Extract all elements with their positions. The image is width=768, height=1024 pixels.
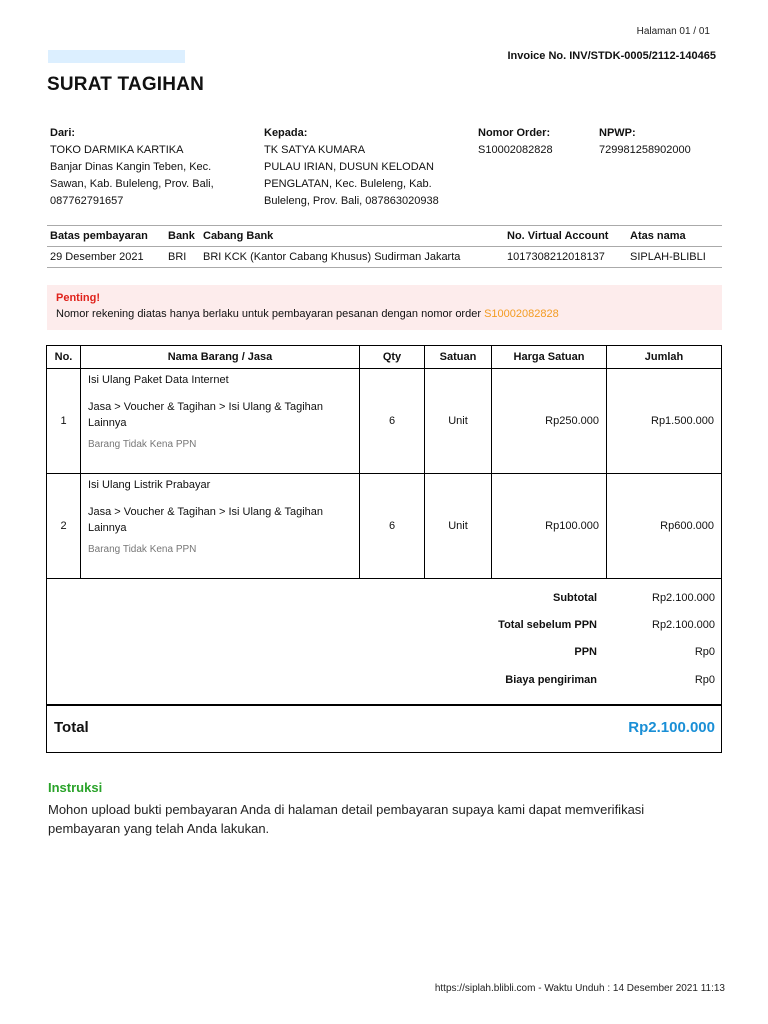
recipient-address: PULAU IRIAN, DUSUN KELODAN PENGLATAN, Kec. Buleleng, Kab. Buleleng, Prov. Bali, 087863020938 (264, 161, 439, 207)
payment-header: Bank (165, 226, 200, 247)
total-label: Total (54, 719, 89, 736)
item-unit-price: Rp100.000 (492, 474, 607, 579)
document-title: SURAT TAGIHAN (47, 74, 205, 95)
item-name: Isi Ulang Paket Data Internet (88, 374, 229, 386)
shipping-row (295, 674, 715, 690)
before-tax-row (295, 619, 715, 635)
total-box (46, 705, 722, 753)
important-notice (47, 285, 722, 330)
payment-header: Batas pembayaran (47, 226, 165, 247)
ppn-value: Rp0 (694, 646, 715, 658)
item-tax-note: Barang Tidak Kena PPN (88, 439, 197, 450)
payment-header-row (47, 226, 722, 247)
notice-text: Nomor rekening diatas hanya berlaku untuk pembayaran pesanan dengan nomor order (56, 308, 485, 320)
item-name: Isi Ulang Listrik Prabayar (88, 479, 211, 491)
shipping-label: Biaya pengiriman (505, 674, 597, 686)
item-tax-note: Barang Tidak Kena PPN (88, 544, 197, 555)
payment-deadline: 29 Desember 2021 (47, 247, 165, 268)
ppn-row (295, 646, 715, 662)
account-holder: SIPLAH-BLIBLI (627, 247, 722, 268)
items-table (46, 345, 722, 579)
notice-order-number: S10002082828 (484, 308, 559, 320)
notice-text-line (56, 306, 713, 322)
page-number: Halaman 01 / 01 (636, 26, 710, 37)
recipient-block (264, 125, 464, 210)
items-header: Nama Barang / Jasa (81, 346, 360, 369)
items-header: Satuan (425, 346, 492, 369)
payment-header: Cabang Bank (200, 226, 504, 247)
sender-address: Banjar Dinas Kangin Teben, Kec. Sawan, Kab. Buleleng, Prov. Bali, 087762791657 (50, 161, 214, 207)
order-number: S10002082828 (478, 144, 553, 156)
virtual-account-number: 1017308212018137 (504, 247, 627, 268)
item-qty: 6 (360, 369, 425, 474)
ppn-label: PPN (574, 646, 597, 658)
notice-title: Penting! (56, 292, 100, 304)
sender-label: Dari: (50, 127, 76, 139)
item-category: Jasa > Voucher & Tagihan > Isi Ulang & Tagihan Lainnya (88, 401, 324, 429)
total-value: Rp2.100.000 (628, 719, 715, 736)
subtotal-row (295, 592, 715, 608)
instructions-title: Instruksi (48, 780, 103, 795)
instructions-text: Mohon upload bukti pembayaran Anda di halaman detail pembayaran supaya kami dapat memverifikasi pembayaran yang telah Anda lakukan. (48, 802, 645, 836)
npwp-block (599, 125, 719, 159)
items-header-row (47, 346, 722, 369)
table-row (47, 474, 722, 579)
sender-name: TOKO DARMIKA KARTIKA (50, 144, 184, 156)
payment-branch: BRI KCK (Kantor Cabang Khusus) Sudirman Jakarta (200, 247, 504, 268)
payment-bank: BRI (165, 247, 200, 268)
payment-value-row (47, 247, 722, 268)
item-number: 2 (47, 474, 81, 579)
subtotal-value: Rp2.100.000 (652, 592, 715, 604)
item-amount: Rp600.000 (607, 474, 722, 579)
payment-header: No. Virtual Account (504, 226, 627, 247)
item-category: Jasa > Voucher & Tagihan > Isi Ulang & Tagihan Lainnya (88, 506, 324, 534)
invoice-number: Invoice No. INV/STDK-0005/2112-140465 (507, 50, 716, 62)
recipient-name: TK SATYA KUMARA (264, 144, 366, 156)
item-number: 1 (47, 369, 81, 474)
payment-table (47, 225, 722, 268)
shipping-value: Rp0 (694, 674, 715, 686)
logo-placeholder (48, 50, 185, 63)
sender-block (50, 125, 250, 210)
npwp-number: 729981258902000 (599, 144, 691, 156)
item-description (81, 474, 360, 579)
item-qty: 6 (360, 474, 425, 579)
item-unit: Unit (425, 474, 492, 579)
summary-box (46, 577, 722, 705)
items-header: Jumlah (607, 346, 722, 369)
order-label: Nomor Order: (478, 127, 551, 139)
item-unit: Unit (425, 369, 492, 474)
recipient-label: Kepada: (264, 127, 308, 139)
items-header: No. (47, 346, 81, 369)
order-block (478, 125, 588, 159)
item-description (81, 369, 360, 474)
subtotal-label: Subtotal (553, 592, 597, 604)
item-amount: Rp1.500.000 (607, 369, 722, 474)
items-header: Harga Satuan (492, 346, 607, 369)
item-unit-price: Rp250.000 (492, 369, 607, 474)
table-row (47, 369, 722, 474)
footer-source: https://siplah.blibli.com - Waktu Unduh : 14 Desember 2021 11:13 (434, 983, 725, 994)
npwp-label: NPWP: (599, 127, 636, 139)
before-tax-value: Rp2.100.000 (652, 619, 715, 631)
payment-header: Atas nama (627, 226, 722, 247)
before-tax-label: Total sebelum PPN (498, 619, 597, 631)
items-header: Qty (360, 346, 425, 369)
